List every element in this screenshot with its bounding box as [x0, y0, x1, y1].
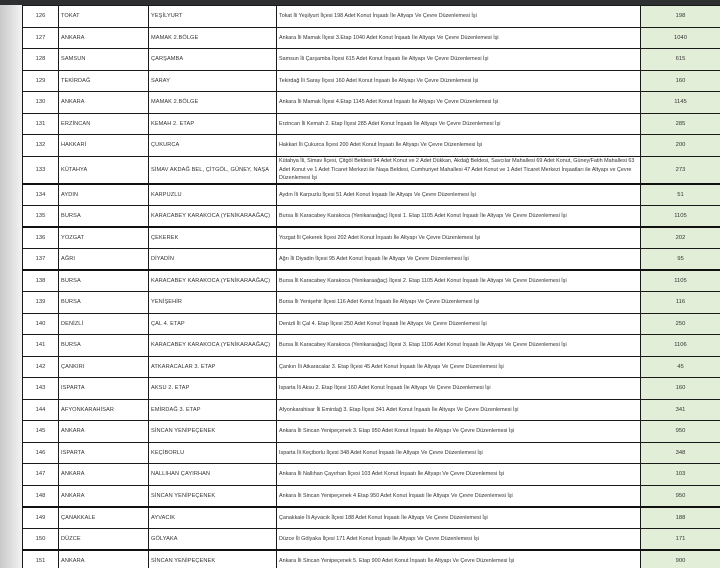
quantity-cell: 950	[641, 421, 720, 443]
left-margin	[0, 5, 22, 568]
district-cell: EMİRDAĞ 3. ETAP	[149, 399, 277, 421]
province-cell: ÇANKIRI	[59, 356, 149, 378]
table-row	[23, 485, 720, 507]
description-cell: Hakkari İli Çukurca İlçesi 200 Adet Konut İnşaatı İle Altyapı Ve Çevre Düzenlemesi İşi	[277, 135, 641, 157]
table-row	[23, 270, 720, 292]
description-cell: Isparta İli Aksu 2. Etap İlçesi 160 Adet Konut İnşaatı İle Altyapı Ve Çevre Düzenlemesi İşi	[277, 378, 641, 400]
quantity-cell: 900	[641, 550, 720, 568]
quantity-cell: 1106	[641, 335, 720, 357]
description-cell: Ankara İli Sincan Yenipeçenek 3. Etap 950 Adet Konut İnşaatı İle Altyapı Ve Çevre Düzenlemesi İşi	[277, 421, 641, 443]
province-cell: ERZİNCAN	[59, 113, 149, 135]
table-row	[23, 335, 720, 357]
district-cell: ÇEKEREK	[149, 227, 277, 249]
row-number: 148	[23, 485, 59, 507]
province-cell: TEKİRDAĞ	[59, 70, 149, 92]
quantity-cell: 188	[641, 507, 720, 529]
district-cell: MAMAK 2.BÖLGE	[149, 92, 277, 114]
province-cell: BURSA	[59, 270, 149, 292]
quantity-cell: 160	[641, 70, 720, 92]
province-cell: KÜTAHYA	[59, 156, 149, 184]
quantity-cell: 950	[641, 485, 720, 507]
description-cell: Tokat İli Yeşilyurt İlçesi 198 Adet Konut İnşaatı İle Altyapı Ve Çevre Düzenlemesi İşi	[277, 6, 641, 28]
district-cell: GÖLYAKA	[149, 528, 277, 550]
district-cell: AKSU 2. ETAP	[149, 378, 277, 400]
row-number: 132	[23, 135, 59, 157]
description-cell: Ankara İli Sincan Yenipeçenek 4 Etap 950 Adet Konut İnşaatı İle Altyapı Ve Çevre Düzenlemesi İşi	[277, 485, 641, 507]
quantity-cell: 348	[641, 442, 720, 464]
row-number: 140	[23, 313, 59, 335]
row-number: 138	[23, 270, 59, 292]
quantity-cell: 95	[641, 249, 720, 271]
quantity-cell: 160	[641, 378, 720, 400]
table-row	[23, 135, 720, 157]
description-cell: Ankara İli Sincan Yenipeçenek 5. Etap 900 Adet Konut İnşaatı İle Altyapı Ve Çevre Düzenlemesi İşi	[277, 550, 641, 568]
district-cell: KEMAH 2. ETAP	[149, 113, 277, 135]
district-cell: AYVACIK	[149, 507, 277, 529]
table-row	[23, 528, 720, 550]
district-cell: ÇAL 4. ETAP	[149, 313, 277, 335]
district-cell: YENİŞEHİR	[149, 292, 277, 314]
district-cell: SİMAV AKDAĞ BEL, ÇİTGÖL, GÜNEY, NAŞA	[149, 156, 277, 184]
description-cell: Bursa İli Karacabey Karakoca (Yenikaraağaç) İlçesi 1. Etap 1105 Adet Konut İnşaatı İle Altyapı Ve Çevre Düzenlemesi İşi	[277, 206, 641, 228]
district-cell: SARAY	[149, 70, 277, 92]
province-cell: ANKARA	[59, 27, 149, 49]
row-number: 139	[23, 292, 59, 314]
table-row	[23, 49, 720, 71]
quantity-cell: 202	[641, 227, 720, 249]
province-cell: DENİZLİ	[59, 313, 149, 335]
description-cell: Ağrı İli Diyadin İlçesi 95 Adet Konut İnşaatı İle Altyapı Ve Çevre Düzenlemesi İşi	[277, 249, 641, 271]
district-cell: KARPUZLU	[149, 184, 277, 206]
district-cell: KEÇİBORLU	[149, 442, 277, 464]
row-number: 136	[23, 227, 59, 249]
province-cell: ANKARA	[59, 485, 149, 507]
province-cell: BURSA	[59, 206, 149, 228]
quantity-cell: 51	[641, 184, 720, 206]
province-cell: AFYONKARAHİSAR	[59, 399, 149, 421]
table-row	[23, 113, 720, 135]
row-number: 142	[23, 356, 59, 378]
row-number: 131	[23, 113, 59, 135]
table-row	[23, 464, 720, 486]
project-table	[22, 5, 720, 568]
province-cell: ANKARA	[59, 421, 149, 443]
table-row	[23, 507, 720, 529]
table-row	[23, 442, 720, 464]
table-row	[23, 227, 720, 249]
quantity-cell: 1145	[641, 92, 720, 114]
quantity-cell: 103	[641, 464, 720, 486]
description-cell: Çanakkale İli Ayvacık İlçesi 188 Adet Konut İnşaatı İle Altyapı Ve Çevre Düzenlemesi İşi	[277, 507, 641, 529]
district-cell: ATKARACALAR 3. ETAP	[149, 356, 277, 378]
district-cell: ÇUKURCA	[149, 135, 277, 157]
description-cell: Bursa İli Yenişehir İlçesi 116 Adet Konut İnşaatı İle Altyapı Ve Çevre Düzenlemesi İşi	[277, 292, 641, 314]
district-cell: SİNCAN YENİPEÇENEK	[149, 485, 277, 507]
district-cell: MAMAK 2.BÖLGE	[149, 27, 277, 49]
table-row	[23, 249, 720, 271]
province-cell: DÜZCE	[59, 528, 149, 550]
district-cell: KARACABEY KARAKOCA (YENİKARAAĞAÇ)	[149, 270, 277, 292]
quantity-cell: 200	[641, 135, 720, 157]
description-cell: Tekirdağ İli Saray İlçesi 160 Adet Konut İnşaatı İle Altyapı Ve Çevre Düzenlemesi İşi	[277, 70, 641, 92]
district-cell: SİNCAN YENİPEÇENEK	[149, 421, 277, 443]
description-cell: Yozgat İli Çekerek İlçesi 202 Adet Konut İnşaatı İle Altyapı Ve Çevre Düzenlemesi İşi	[277, 227, 641, 249]
province-cell: BURSA	[59, 292, 149, 314]
quantity-cell: 285	[641, 113, 720, 135]
row-number: 137	[23, 249, 59, 271]
province-cell: ANKARA	[59, 550, 149, 568]
row-number: 130	[23, 92, 59, 114]
district-cell: KARACABEY KARAKOCA (YENİKARAAĞAÇ)	[149, 335, 277, 357]
district-cell: NALLIHAN ÇAYIRHAN	[149, 464, 277, 486]
table-row	[23, 356, 720, 378]
row-number: 145	[23, 421, 59, 443]
description-cell: Düzce İli Gölyaka İlçesi 171 Adet Konut İnşaatı İle Altyapı Ve Çevre Düzenlemesi İşi	[277, 528, 641, 550]
district-cell: ÇARŞAMBA	[149, 49, 277, 71]
description-cell: Çankırı İli Atkaracalar 3. Etap İlçesi 45 Adet Konut İnşaatı İle Altyapı Ve Çevre Düzenlemesi İşi	[277, 356, 641, 378]
description-cell: Erzincan İli Kemah 2. Etap İlçesi 285 Adet Konut İnşaatı İle Altyapı Ve Çevre Düzenlemesi İşi	[277, 113, 641, 135]
description-cell: Aydın İli Karpuzlu İlçesi 51 Adet Konut İnşaatı İle Altyapı Ve Çevre Düzenlemesi İşi	[277, 184, 641, 206]
description-cell: Afyonkarahisar İli Emirdağ 3. Etap İlçesi 341 Adet Konut İnşaatı İle Altyapı Ve Çevre Düzenlemesi İşi	[277, 399, 641, 421]
row-number: 128	[23, 49, 59, 71]
table-row	[23, 550, 720, 568]
table-row	[23, 292, 720, 314]
description-cell: Samsun İli Çarşamba İlçesi 615 Adet Konut İnşaatı İle Altyapı Ve Çevre Düzenlemesi İşi	[277, 49, 641, 71]
row-number: 150	[23, 528, 59, 550]
row-number: 147	[23, 464, 59, 486]
quantity-cell: 341	[641, 399, 720, 421]
description-cell: Ankara İli Mamak İlçesi 4.Etap 1145 Adet Konut İnşaatı İle Altyapı Ve Çevre Düzenlemesi İşi	[277, 92, 641, 114]
table-row	[23, 313, 720, 335]
quantity-cell: 1040	[641, 27, 720, 49]
quantity-cell: 171	[641, 528, 720, 550]
district-cell: YEŞİLYURT	[149, 6, 277, 28]
quantity-cell: 250	[641, 313, 720, 335]
province-cell: YOZGAT	[59, 227, 149, 249]
description-cell: Isparta İli Keçiborlu İlçesi 348 Adet Konut İnşaatı İle Altyapı Ve Çevre Düzenlemesi İşi	[277, 442, 641, 464]
row-number: 135	[23, 206, 59, 228]
table-row	[23, 421, 720, 443]
table-row	[23, 27, 720, 49]
row-number: 129	[23, 70, 59, 92]
quantity-cell: 1105	[641, 206, 720, 228]
document-sheet	[22, 5, 720, 568]
table-row	[23, 92, 720, 114]
quantity-cell: 1105	[641, 270, 720, 292]
row-number: 151	[23, 550, 59, 568]
province-cell: SAMSUN	[59, 49, 149, 71]
province-cell: ANKARA	[59, 464, 149, 486]
quantity-cell: 45	[641, 356, 720, 378]
description-cell: Bursa İli Karacabey Karakoca (Yenikaraağaç) İlçesi 3. Etap 1106 Adet Konut İnşaatı İle Altyapı Ve Çevre Düzenlemesi İşi	[277, 335, 641, 357]
row-number: 149	[23, 507, 59, 529]
row-number: 144	[23, 399, 59, 421]
district-cell: DİYADİN	[149, 249, 277, 271]
row-number: 141	[23, 335, 59, 357]
table-row	[23, 378, 720, 400]
table-row	[23, 399, 720, 421]
description-cell: Bursa İli Karacabey Karakoca (Yenikaraağaç) İlçesi 2. Etap 1105 Adet Konut İnşaatı İle Altyapı Ve Çevre Düzenlemesi İşi	[277, 270, 641, 292]
row-number: 127	[23, 27, 59, 49]
table-row	[23, 156, 720, 184]
row-number: 133	[23, 156, 59, 184]
province-cell: ÇANAKKALE	[59, 507, 149, 529]
row-number: 143	[23, 378, 59, 400]
province-cell: AĞRI	[59, 249, 149, 271]
table-row	[23, 70, 720, 92]
table-row	[23, 184, 720, 206]
province-cell: HAKKARİ	[59, 135, 149, 157]
row-number: 126	[23, 6, 59, 28]
quantity-cell: 198	[641, 6, 720, 28]
province-cell: BURSA	[59, 335, 149, 357]
district-cell: KARACABEY KARAKOCA (YENİKARAAĞAÇ)	[149, 206, 277, 228]
row-number: 134	[23, 184, 59, 206]
quantity-cell: 615	[641, 49, 720, 71]
quantity-cell: 116	[641, 292, 720, 314]
province-cell: ISPARTA	[59, 378, 149, 400]
district-cell: SİNCAN YENİPEÇENEK	[149, 550, 277, 568]
province-cell: AYDIN	[59, 184, 149, 206]
province-cell: ISPARTA	[59, 442, 149, 464]
table-row	[23, 206, 720, 228]
table-row	[23, 6, 720, 28]
row-number: 146	[23, 442, 59, 464]
province-cell: TOKAT	[59, 6, 149, 28]
description-cell: Denizli İli Çal 4. Etap İlçesi 250 Adet Konut İnşaatı İle Altyapı Ve Çevre Düzenlemesi İşi	[277, 313, 641, 335]
description-cell: Ankara İli Nallıhan Çayırhan İlçesi 103 Adet Konut İnşaatı İle Altyapı Ve Çevre Düzenlemesi İşi	[277, 464, 641, 486]
description-cell: Kütahya İli, Simav İlçesi, Çitgöl Beldesi 94 Adet Konut ve 2 Adet Dükkan, Akdağ Beldesi, Savcılar Mahallesi 69 Adet Konut, Güney/Fatih Mahallesi 63 Adet Konut ve 1 Adet Ticaret Merkezi ile Naşa Beldesi, Cumhuriyet Mahallesi 47 Adet Konut ve 1 Adet Ticaret Merkezi İnşaatları ile Altyapı ve Çevre Düzenlemesi İşi	[277, 156, 641, 184]
province-cell: ANKARA	[59, 92, 149, 114]
description-cell: Ankara İli Mamak İlçesi 3.Etap 1040 Adet Konut İnşaatı İle Altyapı Ve Çevre Düzenlemesi İşi	[277, 27, 641, 49]
quantity-cell: 273	[641, 156, 720, 184]
